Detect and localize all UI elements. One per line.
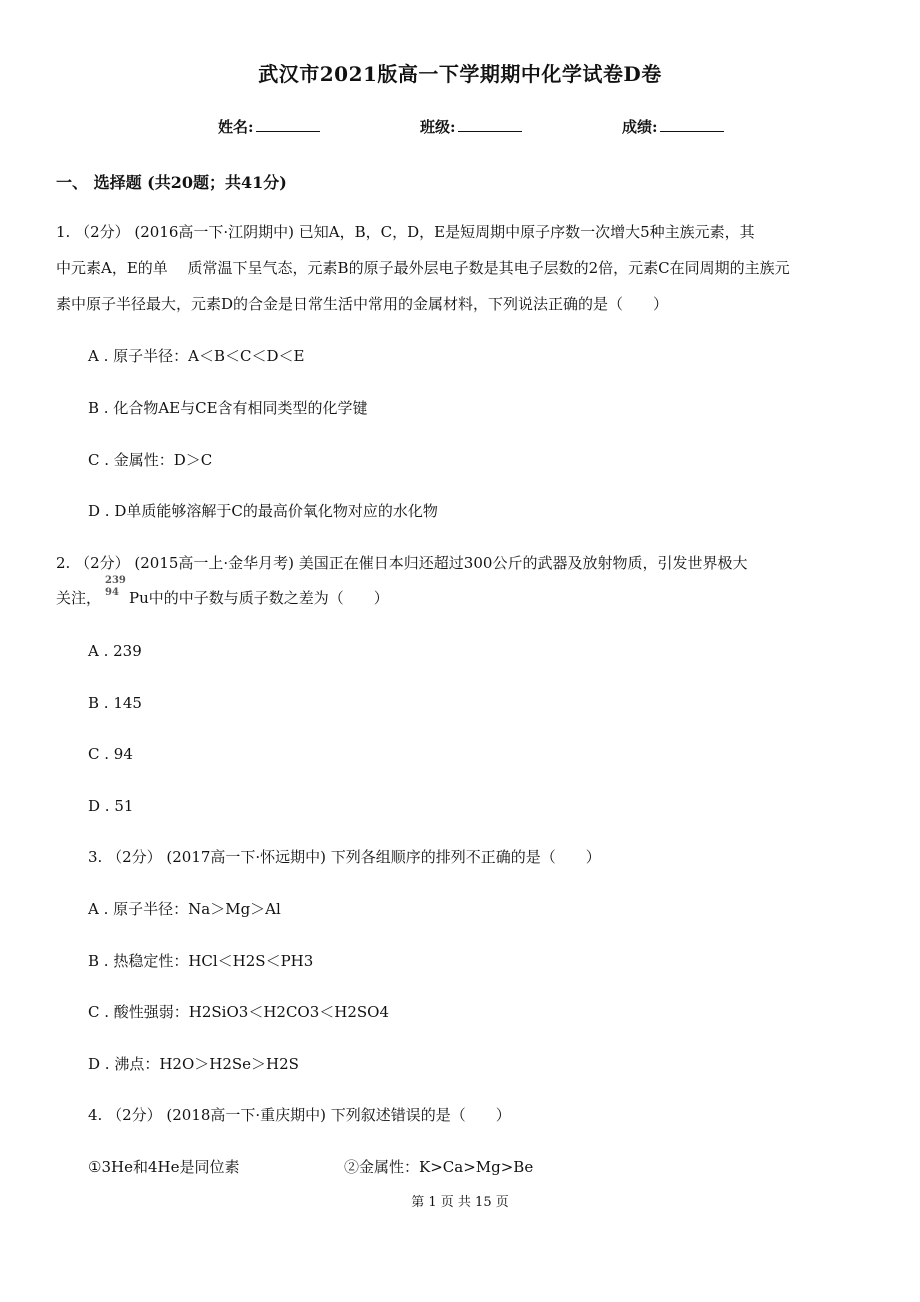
q1-option-b: B . 化合物AE与CE含有相同类型的化学键 (88, 399, 368, 417)
q3-line-1: 3. （2分） (2017高一下·怀远期中) 下列各组顺序的排列不正确的是（ ） (88, 848, 601, 866)
q1-line-3: 素中原子半径最大，元素D的合金是日常生活中常用的金属材料，下列说法正确的是（ ） (56, 295, 669, 313)
q2-option-c: C . 94 (88, 745, 133, 763)
section-heading: 一、 选择题 (共20题；共41分) (56, 173, 287, 192)
q1-line-2: 中元素A，E的单 质常温下呈气态，元素B的原子最外层电子数是其电子层数的2倍，元素C在同周期的主族元 (56, 259, 790, 277)
q3-option-d: D . 沸点：H2O＞H2Se＞H2S (88, 1055, 299, 1073)
q2-line-2-prefix: 关注， (56, 589, 102, 607)
class-label: 班级: (420, 118, 456, 136)
name-blank[interactable] (256, 117, 320, 132)
page-footer: 第 1 页 共 15 页 (411, 1195, 509, 1210)
class-blank[interactable] (458, 117, 522, 132)
q3-option-a: A . 原子半径：Na＞Mg＞Al (88, 900, 281, 918)
q1-option-a: A . 原子半径：A＜B＜C＜D＜E (88, 347, 305, 365)
q3-option-c: C . 酸性强弱：H2SiO3＜H2CO3＜H2SO4 (88, 1003, 390, 1021)
q1-line-1: 1. （2分） (2016高一下·江阴期中) 已知A，B，C，D，E是短周期中原子序数一次增大5种主族元素，其 (56, 223, 755, 241)
score-field (622, 116, 724, 137)
q2-line-1: 2. （2分） (2015高一上·金华月考) 美国正在催日本归还超过300公斤的武器及放射物质，引发世界极大 (56, 554, 748, 572)
q2-line-2-suffix: Pu中的中子数与质子数之差为（ ） (129, 589, 389, 607)
class-field (420, 116, 522, 137)
isotope-mass-number: 239 (105, 575, 126, 586)
q3-option-b: B . 热稳定性：HCl＜H2S＜PH3 (88, 952, 314, 970)
pu-isotope-symbol (105, 575, 126, 607)
score-label: 成绩: (622, 118, 658, 136)
q4-line-1: 4. （2分） (2018高一下·重庆期中) 下列叙述错误的是（ ） (88, 1106, 511, 1124)
name-label: 姓名: (218, 118, 254, 136)
isotope-atomic-number: 94 (105, 587, 119, 598)
q4-item-2: ②金属性：K>Ca>Mg>Be (344, 1158, 534, 1176)
q1-option-c: C . 金属性：D＞C (88, 451, 213, 469)
page-title: 武汉市2021版高一下学期期中化学试卷D卷 (258, 62, 662, 86)
q1-option-d: D . D单质能够溶解于C的最高价氧化物对应的水化物 (88, 502, 438, 520)
q2-option-d: D . 51 (88, 797, 134, 815)
q4-item-1: ①3He和4He是同位素 (88, 1158, 240, 1176)
q2-option-b: B . 145 (88, 694, 142, 712)
q2-option-a: A . 239 (88, 642, 142, 660)
name-field (218, 116, 320, 137)
q2-line-2 (56, 575, 389, 608)
score-blank[interactable] (660, 117, 724, 132)
